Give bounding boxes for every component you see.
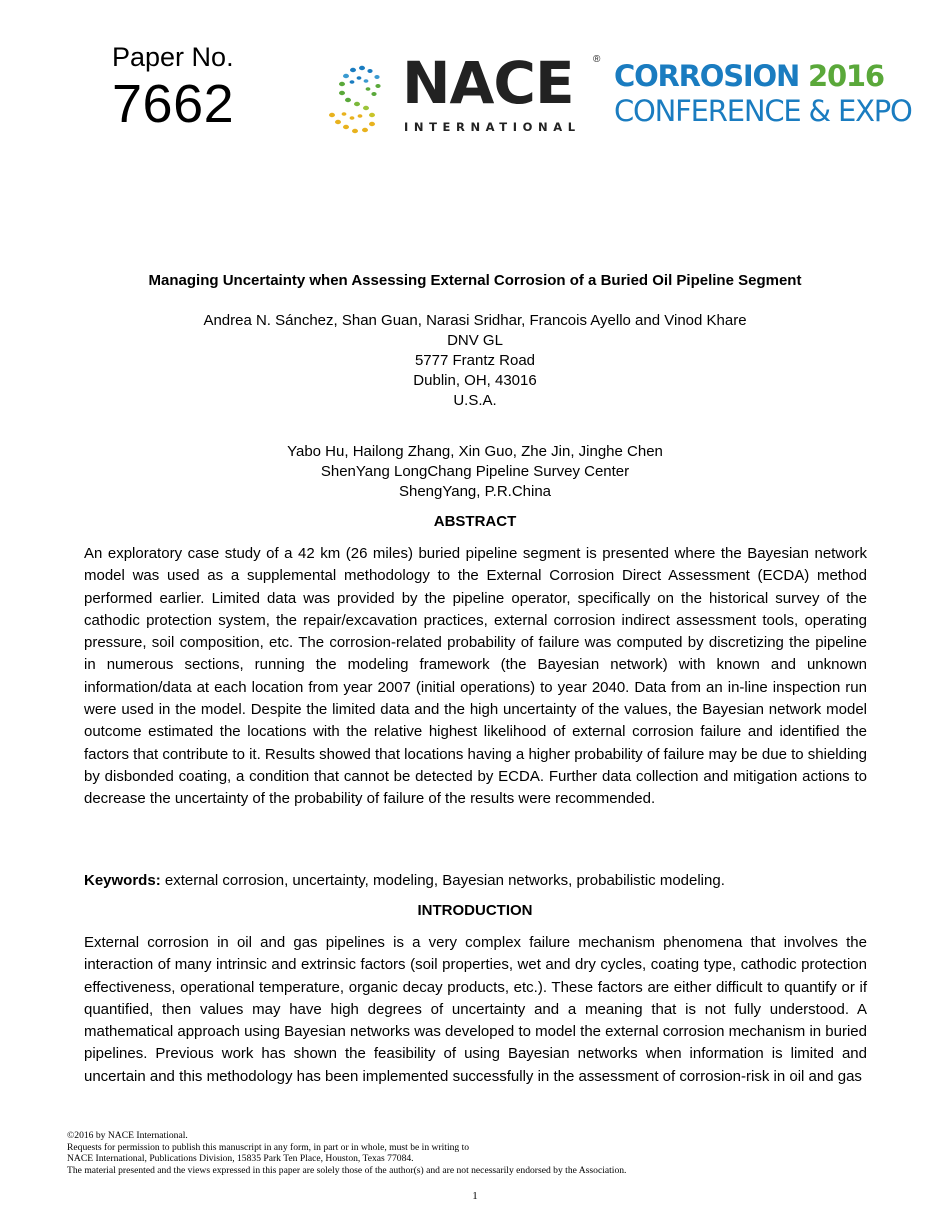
emblem-dots <box>329 66 381 133</box>
conference-subtitle: CONFERENCE & EXPO <box>614 94 912 128</box>
footer-line: Requests for permission to publish this manuscript in any form, in part or in whole, must be in writing to <box>67 1141 470 1153</box>
address-street: 5777 Frantz Road <box>414 352 536 369</box>
introduction-heading: INTRODUCTION <box>417 902 533 919</box>
paper-number: 7662 <box>112 74 235 134</box>
address-city: ShengYang, P.R.China <box>398 483 552 500</box>
footer-line: NACE International, Publications Division, 15835 Park Ten Place, Houston, Texas 77084. <box>67 1153 414 1164</box>
conference-name: CORROSION <box>614 59 800 93</box>
conference-banner <box>614 59 912 128</box>
footer-line: The material presented and the views expressed in this paper are solely those of the author(s) and are not necessarily endorsed by the Association. <box>67 1164 627 1176</box>
abstract-heading: ABSTRACT <box>433 513 517 530</box>
author-list: Andrea N. Sánchez, Shan Guan, Narasi Sridhar, Francois Ayello and Vinod Khare <box>203 312 747 329</box>
abstract-text: An exploratory case study of a 42 km (26 miles) buried pipeline segment is presented where the Bayesian network model was used as a supplemental methodology to the External Corrosion Direct Assessment (ECDA) method performed earlier. Limited data was provided by the pipeline operator, specifically on the historical survey of the cathodic protection system, the repair/excavation practices, external corrosion indirect assessment tools, operating pressure, soil composition, etc. The corrosion-related probability of failure was computed by discretizing the pipeline in numerous sections, running the modeling framework (the Bayesian network) with known and unknown information/data at each location from year 2007 (initial operations) to year 2040. Data from an in-line inspection run were used in the model. Despite the limited data and the high uncertainty of the values, the Bayesian network model outcome estimated the locations with the relative highest likelihood of external corrosion failure and identified the factors that contribute to it. Results showed that locations having a higher probability of failure may be due to shielding by disbonded coating, a condition that cannot be detected by ECDA. Further data collection and mitigation actions to decrease the uncertainty of the probability of failure of the results were recommended. <box>84 545 867 808</box>
organization: DNV GL <box>447 332 503 349</box>
conference-year: 2016 <box>807 59 884 93</box>
author-list: Yabo Hu, Hailong Zhang, Xin Guo, Zhe Jin, Jinghe Chen <box>287 443 663 460</box>
address-country: U.S.A. <box>453 392 497 409</box>
paper-number-block <box>112 42 235 134</box>
footer-copyright: ©2016 by NACE International. <box>67 1130 188 1141</box>
keywords-label: Keywords: <box>84 872 161 889</box>
organization: ShenYang LongChang Pipeline Survey Center <box>320 463 630 480</box>
address-city: Dublin, OH, 43016 <box>413 372 537 389</box>
nace-emblem-icon <box>322 60 402 136</box>
nace-logo <box>322 49 612 136</box>
keywords <box>84 870 725 892</box>
footer-notice <box>67 1130 626 1176</box>
page-number: 1 <box>472 1190 478 1202</box>
introduction-text: External corrosion in oil and gas pipelines is a very complex failure mechanism phenomena that involves the interaction of many intrinsic and extrinsic factors (soil properties, wet and dry cycles, coating type, cathodic protection effectiveness, operational temperature, organic decay products, etc.). These factors are either difficult to quantify or if quantified, then values may have high degrees of uncertainty and a meaning that is not fully understood. A mathematical approach using Bayesian networks was developed to model the external corrosion mechanism in buried pipelines. Previous work has shown the feasibility of using Bayesian networks when information is limited and uncertain and this methodology has been implemented successfully in the assessment of corrosion-risk in oil and gas <box>84 934 867 1085</box>
paper-label: Paper No. <box>112 42 234 72</box>
logo-subtitle: INTERNATIONAL <box>404 120 581 134</box>
paper-title: Managing Uncertainty when Assessing External Corrosion of a Buried Oil Pipeline Segment <box>148 272 802 289</box>
keywords-text: external corrosion, uncertainty, modeling, Bayesian networks, probabilistic modeling. <box>160 872 725 889</box>
conference-title-line <box>614 59 912 93</box>
registered-mark: ® <box>593 54 601 65</box>
affiliation-2 <box>0 442 950 502</box>
affiliation-1 <box>0 311 950 411</box>
logo-wordmark: NACE <box>402 49 574 117</box>
